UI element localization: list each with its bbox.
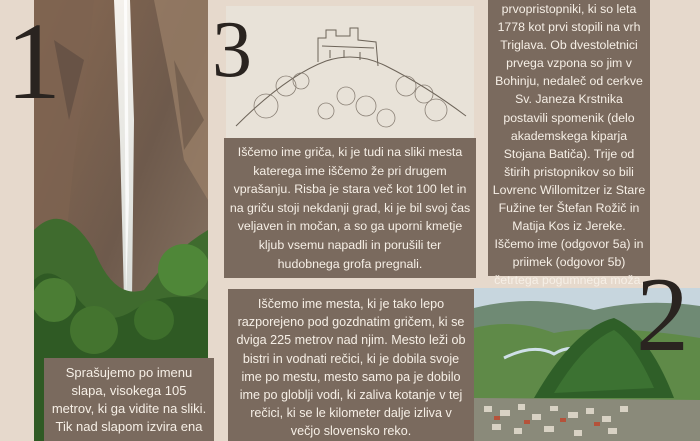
number-one: 1 (6, 0, 61, 122)
town-question-text: Iščemo ime mesta, ki je tako lepo razporejeno pod gozdnatim gričem, ki se dviga 225 metrov nad njim. Mesto leži ob bistri in vodnati rečici, ki je dobila svoje ime po mestu, mesto samo pa je dobilo ime po globlji vodi, ki zaliva kotanje v tej rečici, ki se le kilometer dalje izliva v večjo slovensko reko. (236, 297, 466, 439)
waterfall-question-text: Sprašujemo po imenu slapa, visokega 105 metrov, ki ga vidite na sliki. Tik nad slapom izvira ena (51, 365, 207, 434)
town-question-panel (228, 289, 474, 441)
number-three: 3 (212, 6, 252, 94)
hill-question-panel (224, 138, 476, 278)
number-two: 2 (636, 256, 689, 373)
hill-question-text: Iščemo ime griča, ki je tudi na sliki mesta katerega ime iščemo že pri drugem vprašanju. Risba je stara več kot 100 let in na griču stoji nekdanji grad, ki je bil svoj čas veljaven in močan, a so ga uporni kmetje kljub vsemu napadli in porušili ter hudobnega grofa pregnali. (229, 145, 471, 271)
castle-hill-sketch (226, 6, 474, 138)
triglav-question-panel (488, 0, 650, 288)
waterfall-question-panel (44, 358, 214, 441)
triglav-question-text: prvopristopniki, ki so leta 1778 kot prvi stopili na vrh Triglava. Ob dvestoletnici prvega vzpona so jim v Bohinju, nedaleč od cerkve Sv. Janeza Krstnika postavili spomenik (delo akademskega kiparja Stojana Batiča). Trije od štirih pristopnikov so bili Lovrenc Willomitzer iz Stare Fužine ter Štefan Rožič in Matija Kos iz Jereke. Iščemo ime (odgovor 5a) in priimek (odgovor 5b) četrtega pogumnega moža, (492, 2, 646, 288)
